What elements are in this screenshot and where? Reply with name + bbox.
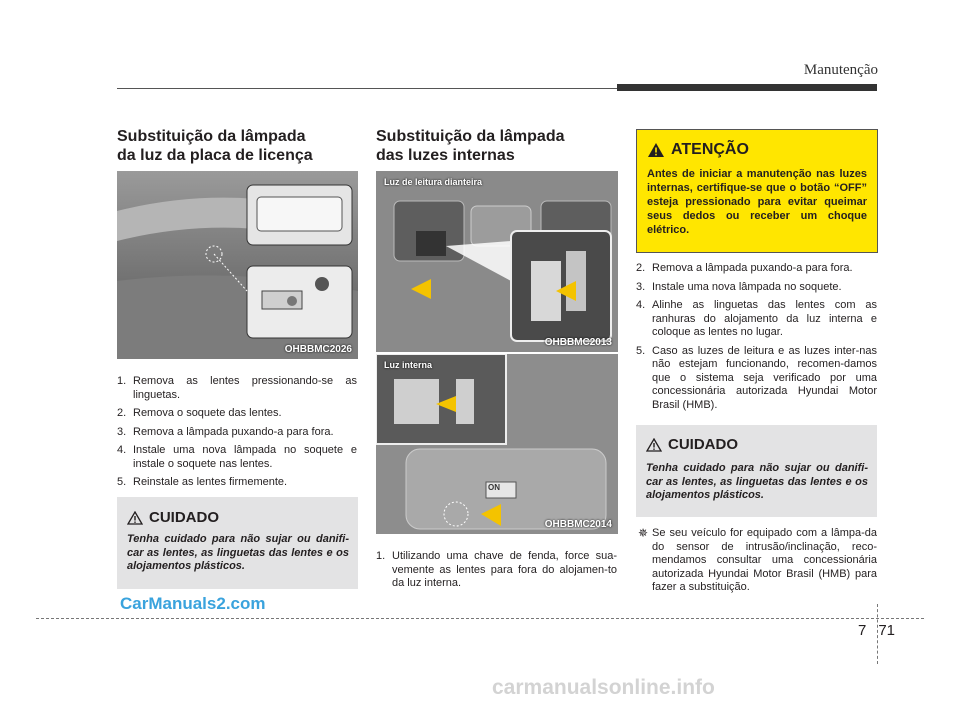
step-text: Remova as lentes pressionando-se as linguetas. (133, 375, 357, 401)
step-text: Remova a lâmpada puxando-a para fora. (652, 262, 853, 274)
step-text: Instale uma nova lâmpada no soquete e instale o soquete nas lentes. (133, 444, 357, 470)
middle-steps-list (376, 550, 617, 596)
page-number-value: 71 (878, 622, 896, 639)
reading-light-illustration (376, 171, 618, 352)
left-steps-list (117, 375, 357, 495)
caution-title: CUIDADO (668, 436, 738, 453)
step-number: 1. (117, 375, 127, 387)
warning-triangle-icon (647, 142, 665, 158)
title-line: das luzes internas (376, 147, 515, 164)
list-item (636, 345, 877, 413)
step-number: 5. (636, 344, 646, 357)
warning-triangle-icon (646, 438, 662, 452)
license-plate-photo (117, 171, 358, 359)
section-title-interior-lights (376, 127, 616, 165)
license-plate-illustration (117, 171, 358, 359)
step-text: Instale uma nova lâmpada no soquete. (652, 280, 842, 293)
step-text: Utilizando uma chave de fenda, force sua-vemente as lentes para fora do alojamen-to da luz interna. (392, 550, 617, 589)
interior-light-photo (376, 354, 618, 534)
caution-heading (646, 436, 738, 453)
caution-text: Tenha cuidado para não sujar ou danifi-car as lentes, as linguetas das lentes e os alojamentos plásticos. (127, 533, 349, 572)
front-reading-light-photo (376, 171, 618, 352)
section-title-license-plate (117, 127, 357, 165)
caution-text: Tenha cuidado para não sujar ou danifi-car as lentes, as linguetas das lentes e os alojamentos plásticos. (646, 462, 868, 501)
list-item (117, 375, 357, 402)
warning-box (636, 129, 878, 253)
running-header-title: Manutenção (803, 62, 878, 78)
step-number: 5. (117, 476, 127, 488)
caution-title: CUIDADO (149, 509, 219, 526)
list-item (636, 262, 877, 276)
step-text: Remova a lâmpada puxando-a para fora. (133, 425, 334, 438)
step-text: Caso as luzes de leitura e as luzes inter-nas não estejam funcionando, recomen-damos que o sistema seja verificado por uma concessionária autorizada Hyundai Motor Brasil (HMB). (652, 344, 877, 411)
photo-label: Luz interna (384, 360, 433, 370)
caution-box-right (636, 425, 877, 517)
list-item (117, 426, 357, 440)
on-button-label: ON (488, 483, 500, 492)
step-text: Alinhe as linguetas das lentes com as ranhuras do alojamento da luz interna e coloque as lentes no lugar. (652, 299, 877, 338)
warning-heading (647, 141, 749, 159)
header-rule (117, 88, 617, 89)
step-number: 2. (636, 262, 646, 274)
list-item (117, 444, 357, 471)
sensor-note (636, 527, 877, 595)
step-number: 4. (636, 299, 646, 311)
footer-rule (36, 618, 924, 619)
header-bar (617, 84, 877, 91)
note-asterisk-icon: ✵ (638, 526, 649, 540)
warning-text: Antes de iniciar a manutenção nas luzes internas, certifique-se que o botão “OFF” esteja pressionado para evitar queimar seus dedos ou receber um choque elétrico. (647, 168, 867, 236)
caution-heading (127, 509, 219, 526)
list-item (376, 550, 617, 591)
title-line: Substituição da lâmpada (117, 128, 306, 145)
chapter-number: 7 (858, 622, 867, 639)
warning-title: ATENÇÃO (671, 141, 749, 158)
photo-code: OHBBMC2014 (544, 519, 612, 530)
watermark-carmanuals2: CarManuals2.com (120, 594, 266, 613)
step-text: Reinstale as lentes firmemente. (133, 476, 288, 488)
page-number (858, 622, 895, 639)
title-line: Substituição da lâmpada (376, 128, 565, 145)
title-line: da luz da placa de licença (117, 147, 313, 164)
list-item (636, 299, 877, 340)
warning-triangle-icon (127, 511, 143, 525)
step-text: Remova o soquete das lentes. (133, 407, 282, 419)
step-number: 3. (636, 280, 646, 293)
list-item (117, 407, 357, 421)
step-number: 2. (117, 407, 127, 419)
photo-code: OHBBMC2026 (284, 344, 352, 355)
note-text: Se seu veículo for equipado com a lâmpa-da do sensor de intrusão/inclinação, reco-mendamos consultar uma concessionária autorizada Hyundai Motor Brasil (HMB) para fazer a substituição. (652, 527, 877, 593)
photo-label: Luz de leitura dianteira (384, 177, 483, 187)
watermark-carmanualsonline: carmanualsonline.info (492, 676, 715, 699)
caution-box-left (117, 497, 358, 589)
step-number: 1. (376, 550, 386, 562)
step-number: 4. (117, 444, 127, 456)
list-item (117, 476, 357, 490)
list-item (636, 281, 877, 295)
photo-code: OHBBMC2013 (544, 337, 612, 348)
right-steps-list (636, 262, 877, 417)
step-number: 3. (117, 425, 127, 438)
interior-light-illustration (376, 354, 618, 534)
